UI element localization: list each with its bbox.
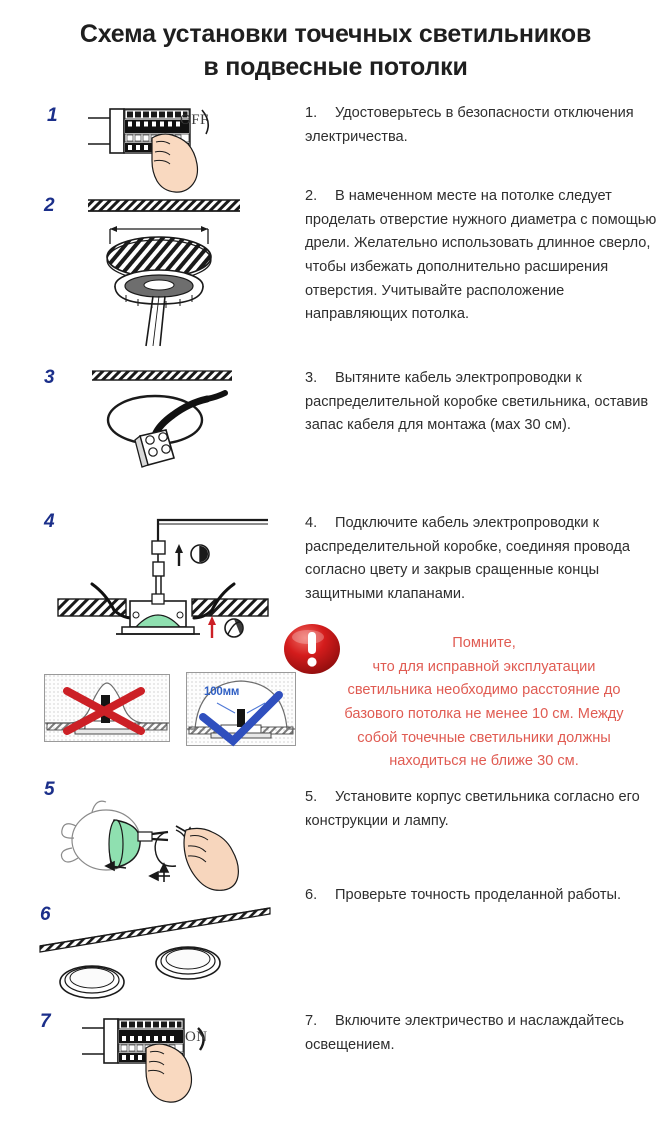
terminal-block-icon	[135, 430, 174, 467]
step-text-1	[305, 102, 660, 149]
step-body-5: Установите корпус светильника согласно его конструкции и лампу.	[305, 789, 640, 829]
step-body-4: Подключите кабель электропроводки к распределительной коробке, соединяя провода согласно цвету и закрыв сращенные концы защитными клапанами.	[305, 515, 630, 602]
breaker-off-label: OFF	[180, 112, 209, 128]
step-number-6: 6	[40, 904, 51, 925]
recessed-light-1	[60, 966, 124, 998]
step-number-2: 2	[44, 195, 55, 216]
breaker-toggles	[119, 1030, 183, 1043]
sloped-ceiling	[40, 908, 270, 952]
illustration-step-7	[82, 1012, 247, 1097]
step-index-1: 1.	[305, 105, 318, 121]
illustration-step-2	[70, 196, 270, 346]
ceiling-hatch-band	[88, 200, 240, 211]
step-body-7: Включите электричество и наслаждайтесь освещением.	[305, 1013, 624, 1053]
step-body-2: В намеченном месте на потолке следует проделать отверстие нужного диаметра с помощью дрели. Желательно использовать длинное сверло, чтобы избежать дополнительно расширения отверстия. Учитывайте расположение направляющих потолка.	[305, 188, 657, 323]
marker-2-icon	[208, 616, 243, 638]
illustration-step-6	[36, 900, 276, 1010]
step-text-7	[305, 1010, 660, 1057]
step-body-1: Удостоверьтесь в безопасности отключения электричества.	[305, 105, 634, 145]
wire-connector-mid	[153, 562, 164, 576]
wire-connector-top	[152, 541, 165, 554]
step-index-7: 7.	[305, 1013, 318, 1029]
comparison-panel-wrong	[44, 674, 170, 742]
hole-saw-icon	[115, 270, 203, 308]
ceiling-hatch-band	[92, 371, 232, 380]
warning-line-5: собой точечные светильники должны	[357, 729, 611, 746]
step-index-6: 6.	[305, 887, 318, 903]
illustration-step-4	[48, 508, 278, 653]
page-title	[0, 18, 671, 84]
retaining-ring	[155, 830, 188, 866]
step-text-4	[305, 512, 660, 607]
step-text-3	[305, 367, 660, 438]
illustration-step-5	[58, 792, 268, 892]
warning-line-6: находиться не ближе 30 см.	[389, 753, 579, 770]
step-text-6	[305, 884, 660, 908]
hand-icon	[184, 828, 238, 890]
comparison-panel-correct	[186, 672, 296, 746]
warning-line-2: что для исправной эксплуатации	[372, 658, 596, 675]
step-number-1: 1	[47, 105, 58, 126]
supply-cable	[158, 520, 268, 542]
illustration-step-3	[70, 368, 270, 493]
breaker-on-label: ON	[185, 1029, 208, 1045]
clearance-label: 100мм	[204, 686, 240, 698]
step-number-7: 7	[40, 1011, 51, 1032]
ceiling-panel-right	[192, 599, 268, 616]
step-index-5: 5.	[305, 789, 318, 805]
page-title-line-2: в подвесные потолки	[203, 53, 468, 81]
warning-line-3: светильника необходимо расстояние до	[347, 682, 621, 699]
step-body-6: Проверьте точность проделанной работы.	[335, 887, 622, 903]
warning-line-1: Помните,	[452, 635, 516, 651]
illustration-step-1	[88, 102, 248, 184]
marker-1-icon	[175, 544, 209, 566]
warning-text	[305, 632, 663, 774]
step-number-3: 3	[44, 367, 55, 388]
step-index-2: 2.	[305, 188, 318, 204]
step-index-3: 3.	[305, 370, 318, 386]
recessed-light-2	[156, 947, 220, 979]
step-body-3: Вытяните кабель электропроводки к распределительной коробке светильника, оставив запас кабеля для монтажа (мах 30 см).	[305, 370, 649, 434]
light-fixture-housing	[116, 594, 200, 634]
step-text-2	[305, 185, 660, 327]
step-index-4: 4.	[305, 515, 318, 531]
page-title-line-1: Схема установки точечных светильников	[79, 20, 592, 48]
warning-line-4: базового потолка не менее 10 см. Между	[344, 705, 624, 722]
breaker-terminals-top	[119, 1020, 183, 1029]
electrical-cable	[155, 393, 225, 435]
step-number-4: 4	[44, 511, 55, 532]
step-text-5	[305, 786, 660, 833]
step-number-5: 5	[44, 779, 55, 800]
